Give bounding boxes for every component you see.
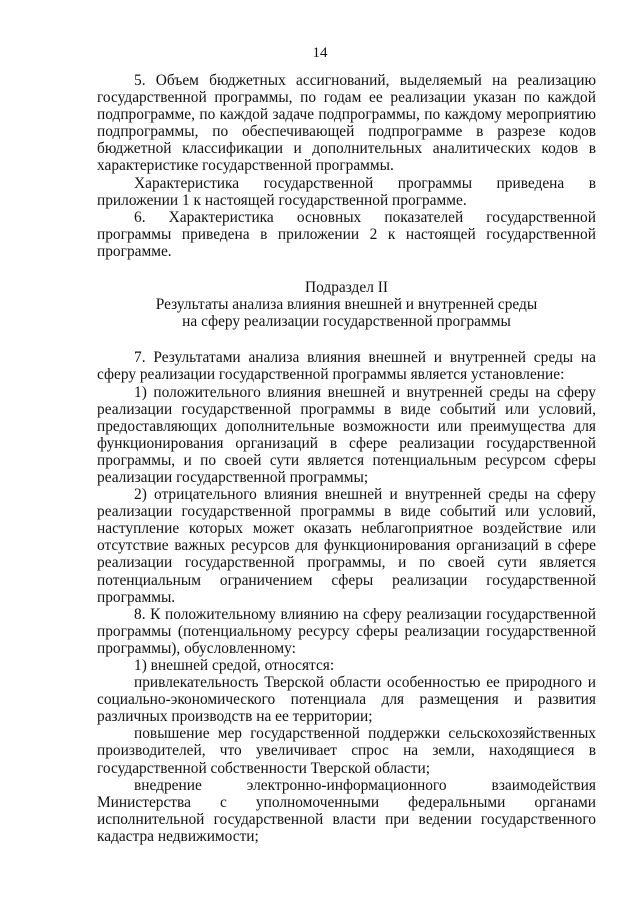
subsection-number: Подраздел II	[305, 279, 388, 297]
paragraph-8: 8. К положительному влиянию на сферу реализации государственной программы (потенциальному ресурсу сферы реализации государственной программы), обусловленному:	[97, 605, 596, 657]
subsection-title-line-2: на сферу реализации государственной программы	[182, 313, 511, 331]
paragraph-7-item-1: 1) положительного влияния внешней и внутренней среды на сферу реализации государственной программы в виде событий или условий, предоставляющих дополнительные возможности или преимущества для функционирования организаций в сфере реализации государственной программы, и по своей сути является потенциальным ресурсом сферы реализации государственной программы;	[97, 383, 596, 486]
paragraph-8-item-1: 1) внешней средой, относятся:	[134, 657, 335, 674]
subsection-title-line-1: Результаты анализа влияния внешней и внутренней среды	[155, 296, 538, 314]
paragraph-characteristic: Характеристика государственной программы приведена в приложении 1 к настоящей государственной программе.	[97, 174, 596, 209]
page-number: 14	[312, 45, 328, 61]
paragraph-7-item-2: 2) отрицательного влияния внешней и внутренней среды на сферу реализации государственной программы в виде событий или условий, наступление которых может оказать неблагоприятное воздействие или отсутствие важных ресурсов для функционирования организаций в сфере реализации государственной программы, и по своей сути является потенциальным ограничением сферы реализации государственной программы.	[97, 486, 596, 606]
spacer	[97, 260, 596, 279]
paragraph-8-point-support: повышение мер государственной поддержки сельскохозяйственных производителей, что увеличивает спрос на земли, находящиеся в государственной собственности Тверской области;	[97, 725, 596, 777]
document-body	[97, 72, 596, 845]
paragraph-6: 6. Характеристика основных показателей государственной программы приведена в приложении 2 к настоящей государственной программе.	[97, 208, 596, 260]
paragraph-7: 7. Результатами анализа влияния внешней и внутренней среды на сферу реализации государственной программы является установление:	[97, 349, 596, 384]
paragraph-5: 5. Объем бюджетных ассигнований, выделяемый на реализацию государственной программы, по годам ее реализации указан по каждой подпрограмме, по каждой задаче подпрограммы, по каждому мероприятию подпрограммы, по обеспечивающей подпрограмме в разрезе кодов бюджетной классификации и дополнительных аналитических кодов в характеристике государственной программы.	[97, 72, 596, 175]
paragraph-8-point-interaction: внедрение электронно-информационного взаимодействия Министерства с уполномоченными федеральными органами исполнительной государственной власти при ведении государственного кадастра недвижимости;	[97, 776, 596, 845]
paragraph-8-point-attractiveness: привлекательность Тверской области особенностью ее природного и социально-экономического потенциала для размещения и развития различных производств на ее территории;	[97, 674, 596, 726]
spacer	[97, 330, 596, 349]
